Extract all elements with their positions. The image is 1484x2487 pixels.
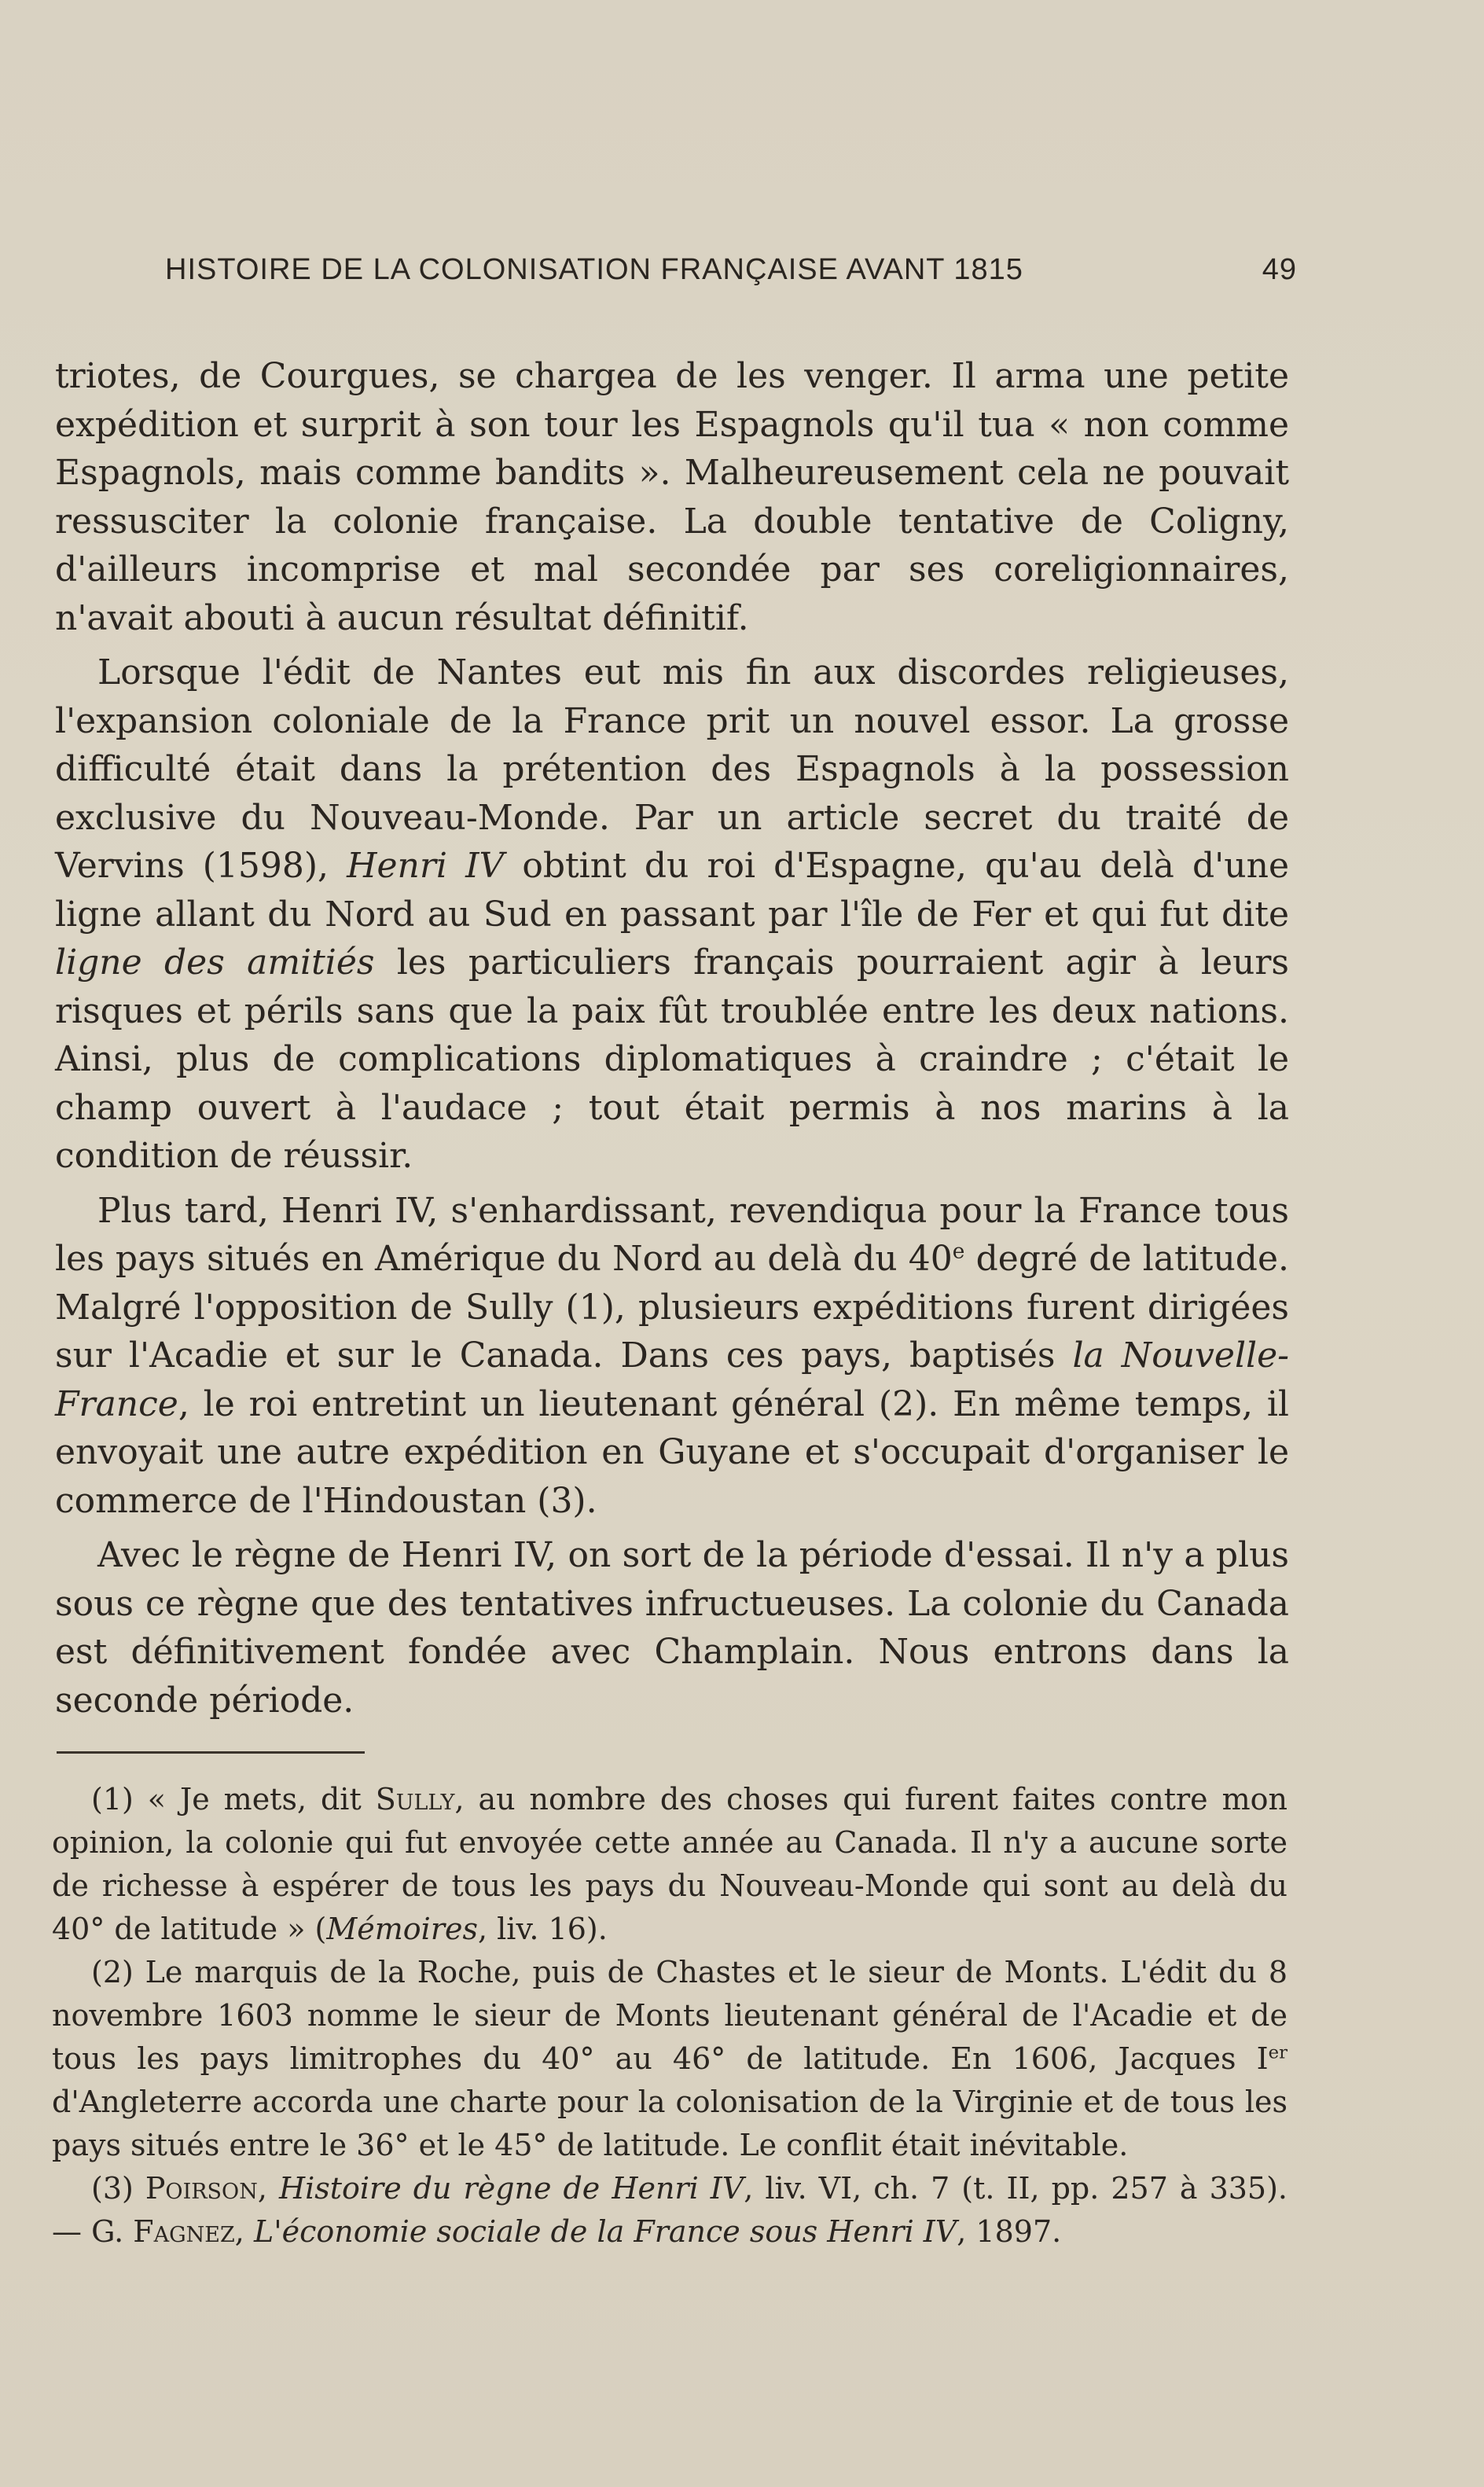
paragraph-2 bbox=[55, 648, 1289, 1181]
paragraph-2-emphasis-2: ligne des amitiés bbox=[55, 942, 375, 983]
footnote-3-author-1: Poirson bbox=[145, 2171, 258, 2206]
footnote-2-text-b: d'Angleterre accorda une charte pour la colonisation de la Virginie et de tous les pays situés entre le 36° et le 45° de latitude. Le conflit était inévitable. bbox=[52, 2085, 1287, 2162]
footnote-2 bbox=[52, 1951, 1287, 2167]
main-text bbox=[55, 352, 1289, 1725]
running-title: HISTOIRE DE LA COLONISATION FRANÇAISE AVANT 1815 bbox=[165, 253, 1023, 286]
paragraph-2-text-c: les particuliers français pourraient agir à leurs risques et périls sans que la paix fût troublée entre les deux nations. Ainsi, plus de complications diplomatiques à craindre ; c'était le champ ouvert à l'audace ; tout était permis à nos marins à la condition de réussir. bbox=[55, 942, 1289, 1176]
footnote-3-text-d: , bbox=[234, 2214, 254, 2249]
footnote-divider bbox=[57, 1751, 365, 1754]
paragraph-4-text: Avec le règne de Henri IV, on sort de la période d'essai. Il n'y a plus sous ce règne que des tentatives infructueuses. La colonie du Canada est définitivement fondée avec Champlain. Nous entrons dans la seconde période. bbox=[55, 1535, 1289, 1721]
footnote-1-text-a: (1) « Je mets, dit bbox=[91, 1782, 376, 1817]
footnote-1-text-b: , au nombre des choses qui furent faites contre mon opinion, la colonie qui fut envoyée cette année au Canada. Il n'y a aucune sorte de richesse à espérer de tous les pays du Nouveau-Monde qui sont au delà du 40° de latitude » ( bbox=[52, 1782, 1287, 1946]
paragraph-3-emphasis: la Nouvelle-France bbox=[55, 1335, 1289, 1424]
footnote-2-superscript: er bbox=[1268, 2042, 1287, 2063]
footnote-3-text-b: , bbox=[257, 2171, 279, 2206]
paragraph-3-superscript: e bbox=[952, 1239, 965, 1264]
footnote-3-work-title-2: L'économie sociale de la France sous Henri IV bbox=[253, 2214, 957, 2249]
footnotes bbox=[52, 1778, 1287, 2254]
footnote-1-text-c: , liv. 16). bbox=[477, 1912, 608, 1946]
paragraph-1-text: triotes, de Courgues, se chargea de les venger. Il arma une petite expédition et surprit à son tour les Espagnols qu'il tua « non comme Espagnols, mais comme bandits ». Malheureusement cela ne pouvait ressusciter la colonie française. La double tentative de Coligny, d'ailleurs incomprise et mal secondée par ses coreligionnaires, n'avait abouti à aucun résultat définitif. bbox=[55, 356, 1289, 638]
footnote-2-text-a: (2) Le marquis de la Roche, puis de Chastes et le sieur de Monts. L'édit du 8 novembre 1603 nomme le sieur de Monts lieutenant général de l'Acadie et de tous les pays limitrophes du 40° au 46° de latitude. En 1606, Jacques I bbox=[52, 1955, 1287, 2076]
footnote-3-text-a: (3) bbox=[91, 2171, 145, 2206]
paragraph-4 bbox=[55, 1531, 1289, 1725]
footnote-3-work-title-1: Histoire du règne de Henri IV bbox=[278, 2171, 744, 2206]
paragraph-1 bbox=[55, 352, 1289, 642]
paragraph-3-text-b: degré de latitude. Malgré l'opposition de Sully (1), plusieurs expéditions furent dirigées sur l'Acadie et sur le Canada. Dans ces pays, baptisés bbox=[55, 1239, 1289, 1376]
page-header bbox=[165, 253, 1297, 300]
page-number: 49 bbox=[1262, 253, 1297, 286]
footnote-1-work-title: Mémoires bbox=[326, 1912, 478, 1946]
footnote-3-text-c: , liv. VI, ch. 7 (t. II, pp. 257 à 335). — G. bbox=[52, 2171, 1288, 2249]
paragraph-2-emphasis-1: Henri IV bbox=[347, 846, 505, 886]
footnote-1 bbox=[52, 1778, 1287, 1951]
paragraph-3-text-a: Plus tard, Henri IV, s'enhardissant, revendiqua pour la France tous les pays situés en Amérique du Nord au delà du 40 bbox=[55, 1190, 1289, 1279]
paragraph-3 bbox=[55, 1187, 1289, 1526]
footnote-3-author-2: Fagnez bbox=[133, 2214, 235, 2249]
footnote-1-author: Sully bbox=[375, 1782, 455, 1817]
paragraph-2-text-b: obtint du roi d'Espagne, qu'au delà d'une ligne allant du Nord au Sud en passant par l'île de Fer et qui fut dite bbox=[55, 846, 1289, 935]
footnote-3 bbox=[52, 2167, 1287, 2254]
paragraph-3-text-c: , le roi entretint un lieutenant général (2). En même temps, il envoyait une autre expédition en Guyane et s'occupait d'organiser le commerce de l'Hindoustan (3). bbox=[55, 1383, 1289, 1521]
paragraph-2-text-a: Lorsque l'édit de Nantes eut mis fin aux discordes religieuses, l'expansion coloniale de la France prit un nouvel essor. La grosse difficulté était dans la prétention des Espagnols à la possession exclusive du Nouveau-Monde. Par un article secret du traité de Vervins (1598), bbox=[55, 652, 1289, 886]
footnote-3-text-e: , 1897. bbox=[957, 2214, 1062, 2249]
